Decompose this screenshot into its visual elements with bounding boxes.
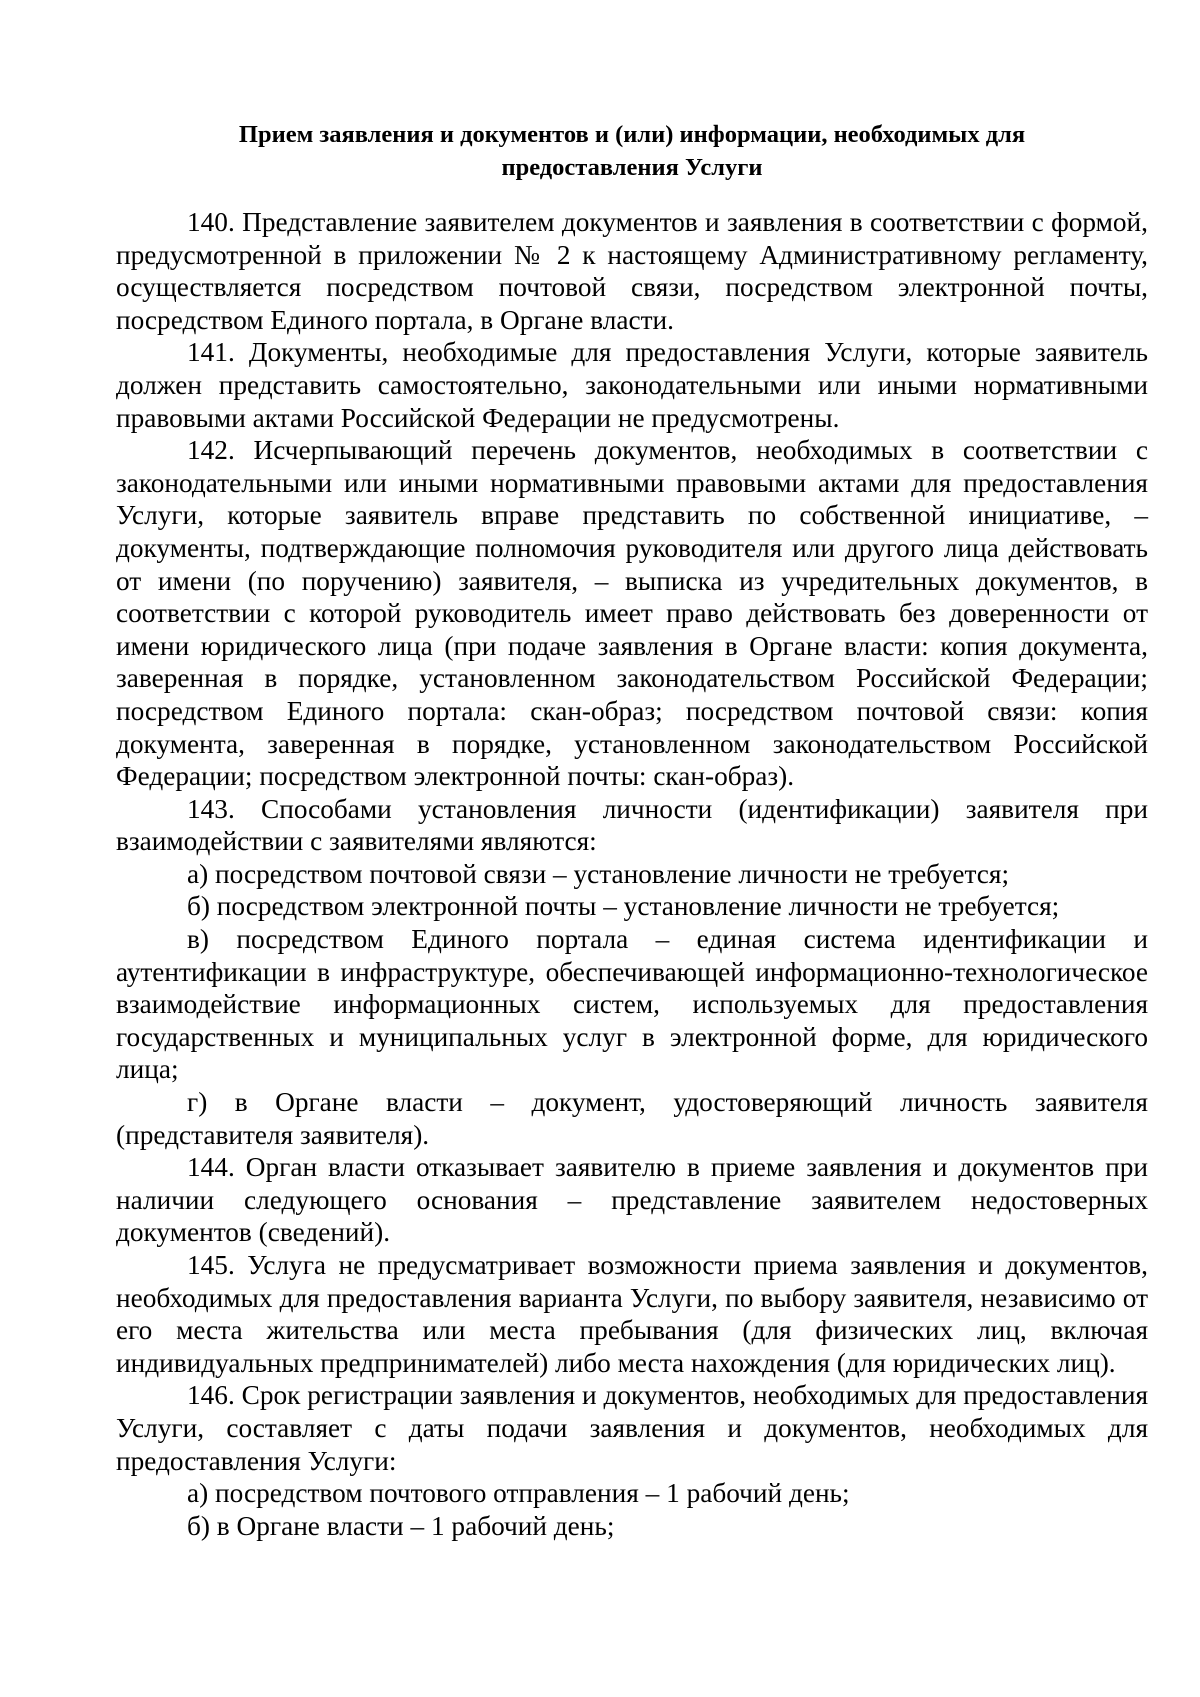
paragraph-141: 141. Документы, необходимые для предоставления Услуги, которые заявитель должен представить самостоятельно, законодательными или иными нормативными правовыми актами Российской Федерации не предусмотрены. xyxy=(116,337,1148,433)
document-page xyxy=(116,118,1148,1542)
paragraph-142: 142. Исчерпывающий перечень документов, необходимых в соответствии с законодательными или иными нормативными правовыми актами для предоставления Услуги, которые заявитель вправе представить по собственной инициативе, – документы, подтверждающие полномочия руководителя или другого лица действовать от имени (по поручению) заявителя, – выписка из учредительных документов, в соответствии с которой руководитель имеет право действовать без доверенности от имени юридического лица (при подаче заявления в Органе власти: копия документа, заверенная в порядке, установленном законодательством Российской Федерации; посредством Единого портала: скан-образ; посредством почтовой связи: копия документа, заверенная в порядке, установленном законодательством Российской Федерации; посредством электронной почты: скан-образ). xyxy=(116,435,1148,792)
paragraph-146: 146. Срок регистрации заявления и документов, необходимых для предоставления Услуги, составляет с даты подачи заявления и документов, необходимых для предоставления Услуги: xyxy=(116,1380,1148,1476)
paragraph-140: 140. Представление заявителем документов и заявления в соответствии с формой, предусмотренной в приложении № 2 к настоящему Административному регламенту, осуществляется посредством почтовой связи, посредством электронной почты, посредством Единого портала, в Органе власти. xyxy=(116,207,1148,335)
paragraph-145: 145. Услуга не предусматривает возможности приема заявления и документов, необходимых для предоставления варианта Услуги, по выбору заявителя, независимо от его места жительства или места пребывания (для физических лиц, включая индивидуальных предпринимателей) либо места нахождения (для юридических лиц). xyxy=(116,1250,1148,1378)
paragraph-143-a: а) посредством почтовой связи – установление личности не требуется; xyxy=(187,858,1010,889)
section-heading xyxy=(116,118,1148,184)
paragraph-146-a: а) посредством почтового отправления – 1 рабочий день; xyxy=(187,1478,850,1509)
paragraph-144: 144. Орган власти отказывает заявителю в приеме заявления и документов при наличии следующего основания – представление заявителем недостоверных документов (сведений). xyxy=(116,1152,1148,1248)
heading-line-2: предоставления Услуги xyxy=(501,154,763,181)
paragraph-143-g: г) в Органе власти – документ, удостоверяющий личность заявителя (представителя заявителя). xyxy=(116,1087,1148,1150)
paragraph-143-v: в) посредством Единого портала – единая система идентификации и аутентификации в инфраструктуре, обеспечивающей информационно-технологическое взаимодействие информационных систем, используемых для предоставления государственных и муниципальных услуг в электронной форме, для юридического лица; xyxy=(116,924,1148,1085)
heading-line-1: Прием заявления и документов и (или) информации, необходимых для xyxy=(238,121,1026,148)
paragraph-146-b: б) в Органе власти – 1 рабочий день; xyxy=(187,1510,615,1541)
paragraph-143: 143. Способами установления личности (идентификации) заявителя при взаимодействии с заявителями являются: xyxy=(116,793,1148,857)
paragraph-143-b: б) посредством электронной почты – установление личности не требуется; xyxy=(187,891,1060,922)
